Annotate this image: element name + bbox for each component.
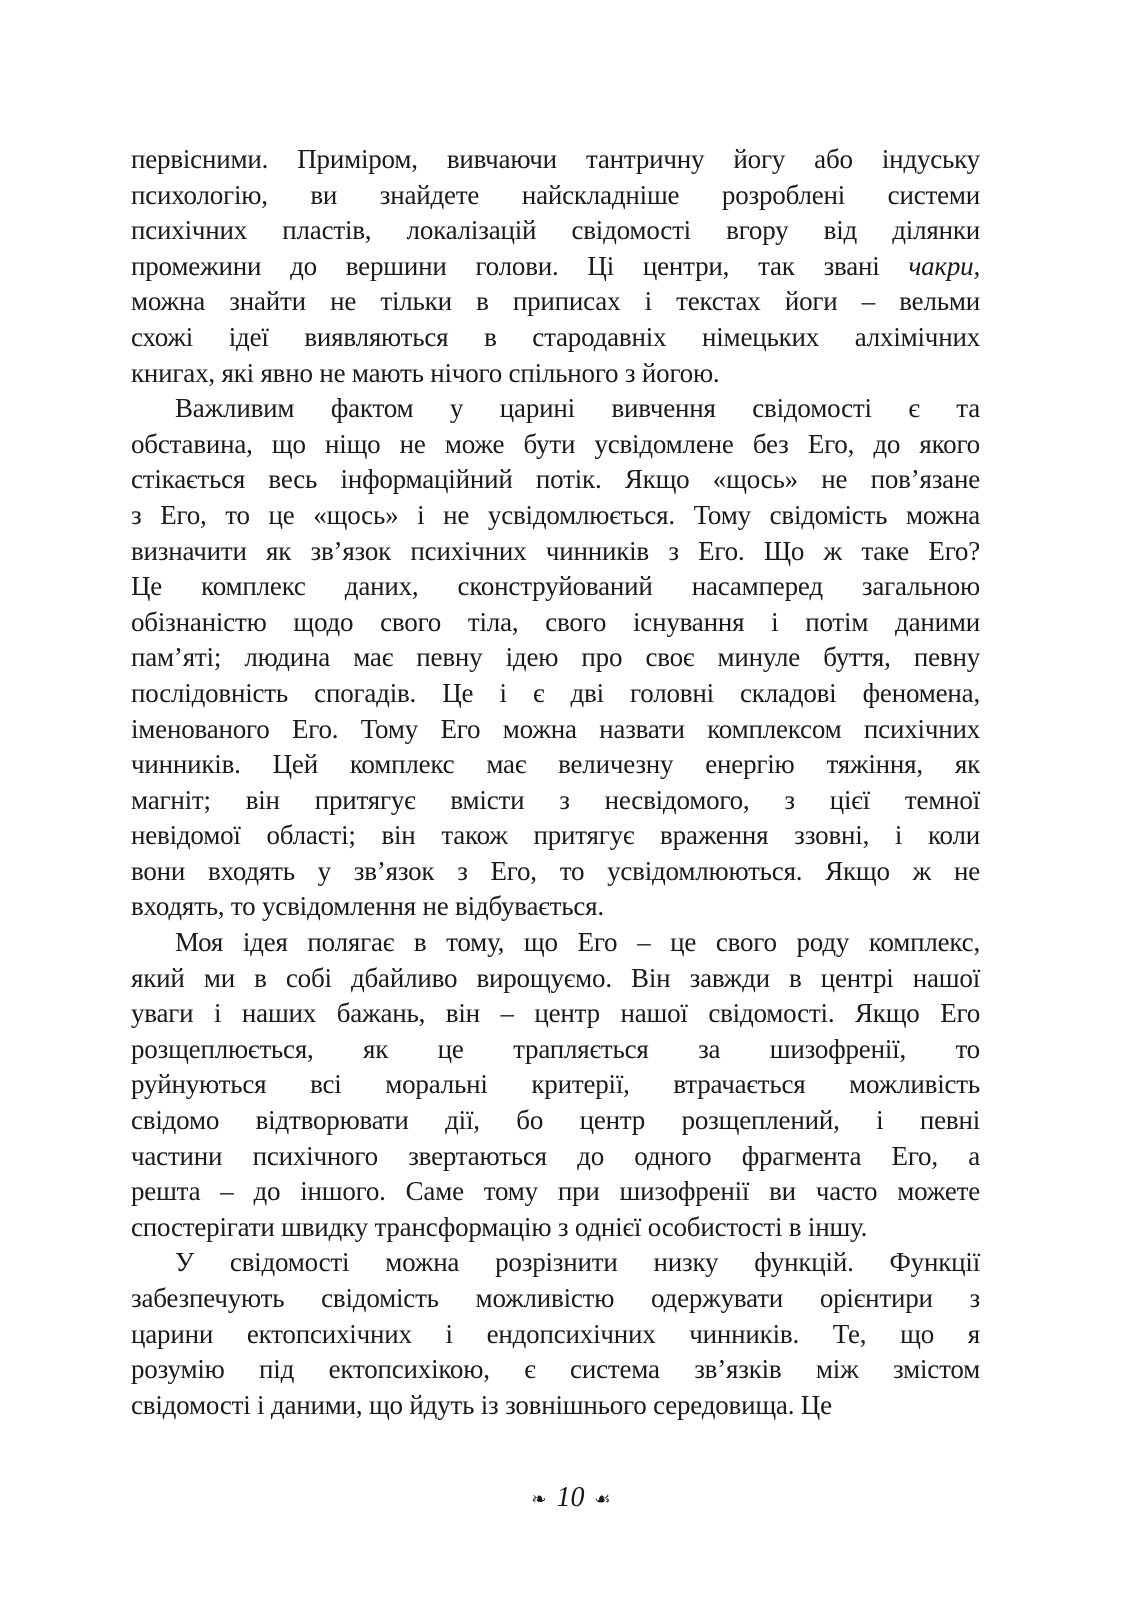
text-line: свідомо відтворювати дії, бо центр розщеплений, і певні xyxy=(131,1105,980,1136)
paragraph xyxy=(131,925,980,1245)
text-line: невідомої області; він також притягує враження ззовні, і коли xyxy=(131,820,980,851)
text-line: стікається весь інформаційний потік. Якщо «щось» не пов’язане xyxy=(131,464,980,495)
text-line: чинників. Цей комплекс має величезну енергію тяжіння, як xyxy=(131,749,980,780)
text-line: царини ектопсихічних і ендопсихічних чинників. Те, що я xyxy=(131,1318,980,1349)
text-line: розумію під ектопсихікою, є система зв’язків між змістом xyxy=(131,1354,980,1385)
right-ornament-icon: ☙ xyxy=(594,1489,611,1510)
text-line: можна знайти не тільки в приписах і текстах йоги – вельми xyxy=(131,286,980,317)
text-line: входять, то усвідомлення не відбувається. xyxy=(131,891,604,922)
text-line: обставина, що ніщо не може бути усвідомлене без Его, до якого xyxy=(131,428,980,459)
paragraph xyxy=(131,142,980,391)
page-footer xyxy=(0,1482,1142,1514)
text-line: який ми в собі дбайливо вирощуємо. Він завжди в центрі нашої xyxy=(131,962,980,993)
page-number: 10 xyxy=(556,1482,585,1513)
text-line: решта – до іншого. Саме тому при шизофренії ви часто можете xyxy=(131,1176,980,1207)
text-line: психологію, ви знайдете найскладніше розроблені системи xyxy=(131,179,980,210)
text-line: послідовність спогадів. Це і є дві головні складові феномена, xyxy=(131,677,980,708)
text-line: схожі ідеї виявляються в стародавніх німецьких алхімічних xyxy=(131,321,980,352)
text-line: магніт; він притягує вмісти з несвідомого, з цієї темної xyxy=(131,784,980,815)
text-line: визначити як зв’язок психічних чинників з Его. Що ж таке Его? xyxy=(131,535,980,566)
text-line: промежини до вершини голови. Ці центри, так звані чакри, xyxy=(131,250,980,281)
paragraph xyxy=(131,1245,980,1423)
text-line: частини психічного звертаються до одного фрагмента Его, а xyxy=(131,1140,980,1171)
text-line: первісними. Приміром, вивчаючи тантричну йогу або індуську xyxy=(131,144,980,174)
italic-term: чакри, xyxy=(908,250,980,281)
text-line: руйнуються всі моральні критерії, втрачається можливість xyxy=(131,1069,980,1100)
text-line: Моя ідея полягає в тому, що Его – це свого роду комплекс, xyxy=(175,927,980,958)
text-line: Важливим фактом у царині вивчення свідомості є та xyxy=(175,393,980,424)
text-line: свідомості і даними, що йдуть із зовнішнього середовища. Це xyxy=(131,1389,832,1420)
text-line: вони входять у зв’язок з Его, то усвідомлюються. Якщо ж не xyxy=(131,855,980,886)
text-line: Це комплекс даних, сконструйований насамперед загальною xyxy=(131,571,980,602)
left-ornament-icon: ❧ xyxy=(531,1489,547,1510)
text-line: розщеплюється, як це трапляється за шизофренії, то xyxy=(131,1033,980,1064)
text-line: уваги і наших бажань, він – центр нашої свідомості. Якщо Его xyxy=(131,998,980,1029)
paragraph xyxy=(131,391,980,925)
text-line: пам’яті; людина має певну ідею про своє минуле буття, певну xyxy=(131,642,980,673)
text-line: з Его, то це «щось» і не усвідомлюється. Тому свідомість можна xyxy=(131,499,980,530)
text-line: книгах, які явно не мають нічого спільного з йогою. xyxy=(131,357,720,388)
text-line: спостерігати швидку трансформацію з однієї особистості в іншу. xyxy=(131,1211,868,1242)
text-line: іменованого Его. Тому Его можна назвати комплексом психічних xyxy=(131,713,980,744)
text-line: У свідомості можна розрізнити низку функцій. Функції xyxy=(175,1247,980,1278)
text-line: обізнаністю щодо свого тіла, свого існування і потім даними xyxy=(131,606,980,637)
text-line: психічних пластів, локалізацій свідомості вгору від ділянки xyxy=(131,215,980,246)
text-line: забезпечують свідомість можливістю одержувати орієнтири з xyxy=(131,1283,980,1313)
page-body xyxy=(131,142,980,1423)
